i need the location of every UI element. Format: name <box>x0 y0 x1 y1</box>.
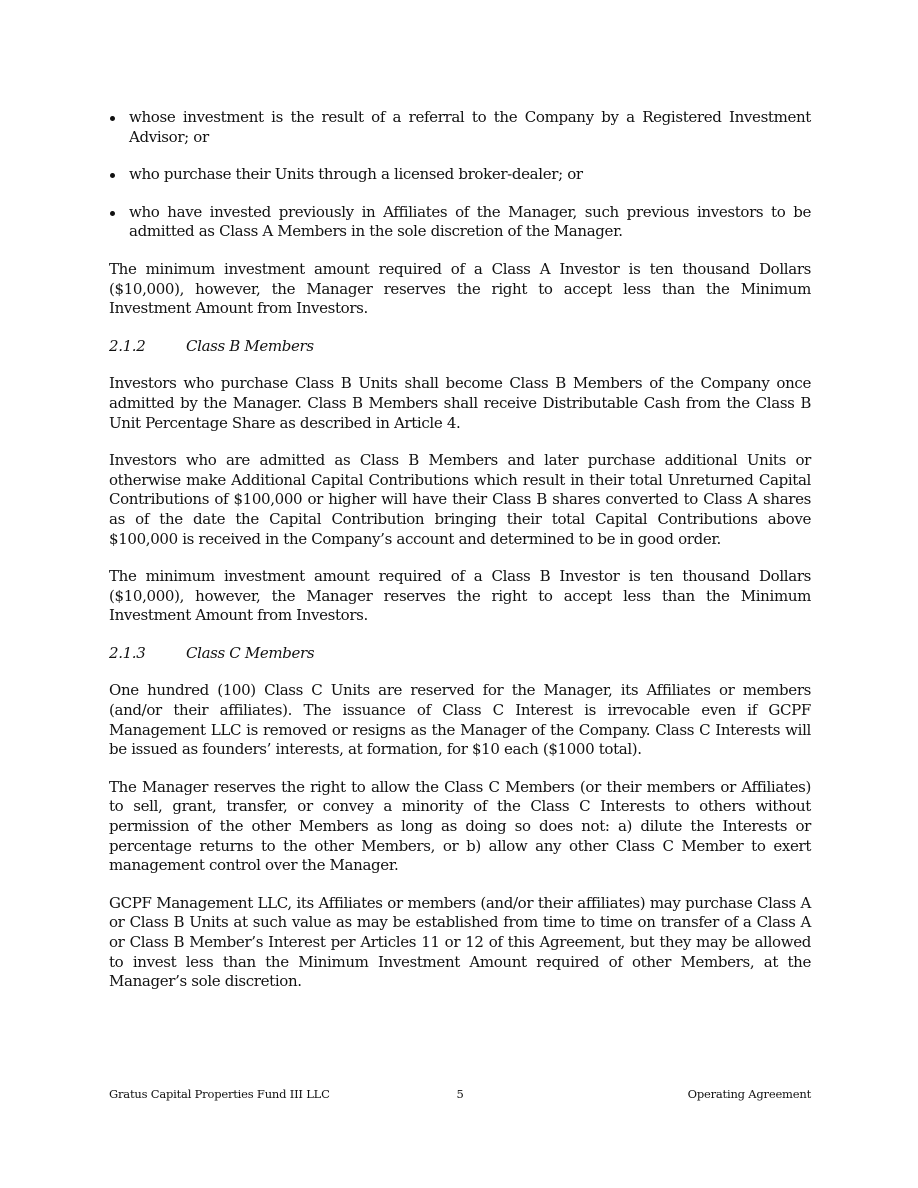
bullet-icon <box>110 211 115 216</box>
footer-company-name: Gratus Capital Properties Fund III LLC <box>109 1087 330 1101</box>
section-title: Class C Members <box>186 643 315 662</box>
class-b-minimum-paragraph: The minimum investment amount required of a Class B Investor is ten thousand Dollars ($10,000), however, the Manager reserves the right to accept less than the Minimum Investment Amount from Investors. <box>109 567 811 625</box>
list-item <box>109 108 811 147</box>
eligibility-bullet-list <box>109 108 811 242</box>
section-number: 2.1.3 <box>109 643 146 662</box>
footer-document-title: Operating Agreement <box>687 1087 811 1101</box>
bullet-text: who have invested previously in Affiliates of the Manager, such previous investors to be admitted as Class A Members in the sole discretion of the Manager. <box>129 202 811 241</box>
bullet-text: who purchase their Units through a licensed broker-dealer; or <box>129 165 583 184</box>
section-title: Class B Members <box>186 336 314 355</box>
class-c-paragraph-3: GCPF Management LLC, its Affiliates or members (and/or their affiliates) may purchase Class A or Class B Units at such value as may be established from time to time on transfer of a Class A or Class B Member’s Interest per Articles 11 or 12 of this Agreement, but they may be allowed to invest less than the Minimum Investment Amount required of other Members, at the Manager’s sole discretion. <box>109 893 811 991</box>
class-a-minimum-paragraph: The minimum investment amount required of a Class A Investor is ten thousand Dollars ($10,000), however, the Manager reserves the right to accept less than the Minimum Investment Amount from Investors. <box>109 259 811 318</box>
bullet-icon <box>110 116 115 121</box>
section-heading-2-1-2 <box>109 337 811 357</box>
class-c-paragraph-1: One hundred (100) Class C Units are reserved for the Manager, its Affiliates or members (and/or their affiliates). The issuance of Class C Interest is irrevocable even if GCPF Management LLC is removed or resigns as the Manager of the Company. Class C Interests will be issued as founders’ interests, at formation, for $10 each ($1000 total). <box>109 681 811 759</box>
list-item <box>109 203 811 242</box>
section-number: 2.1.2 <box>109 336 146 355</box>
footer-page-number: 5 <box>456 1087 464 1101</box>
bullet-icon <box>110 173 115 178</box>
list-item <box>109 165 811 185</box>
section-heading-2-1-3 <box>109 644 811 664</box>
class-c-paragraph-2: The Manager reserves the right to allow the Class C Members (or their members or Affiliates) to sell, grant, transfer, or convey a minority of the Class C Interests to others without permission of the other Members as long as doing so does not: a) dilute the Interests or percentage returns to the other Members, or b) allow any other Class C Member to exert management control over the Manager. <box>109 777 811 875</box>
class-b-paragraph-1: Investors who purchase Class B Units shall become Class B Members of the Company once admitted by the Manager. Class B Members shall receive Distributable Cash from the Class B Unit Percentage Share as described in Article 4. <box>109 374 811 432</box>
page-footer <box>109 1087 811 1103</box>
page-body <box>109 108 811 1010</box>
bullet-text: whose investment is the result of a referral to the Company by a Registered Investment Advisor; or <box>129 108 811 146</box>
class-b-paragraph-2: Investors who are admitted as Class B Members and later purchase additional Units or otherwise make Additional Capital Contributions which result in their total Unreturned Capital Contributions of $100,000 or higher will have their Class B shares converted to Class A shares as of the date the Capital Contribution bringing their total Capital Contributions above $100,000 is received in the Company’s account and determined to be in good order. <box>109 451 811 548</box>
